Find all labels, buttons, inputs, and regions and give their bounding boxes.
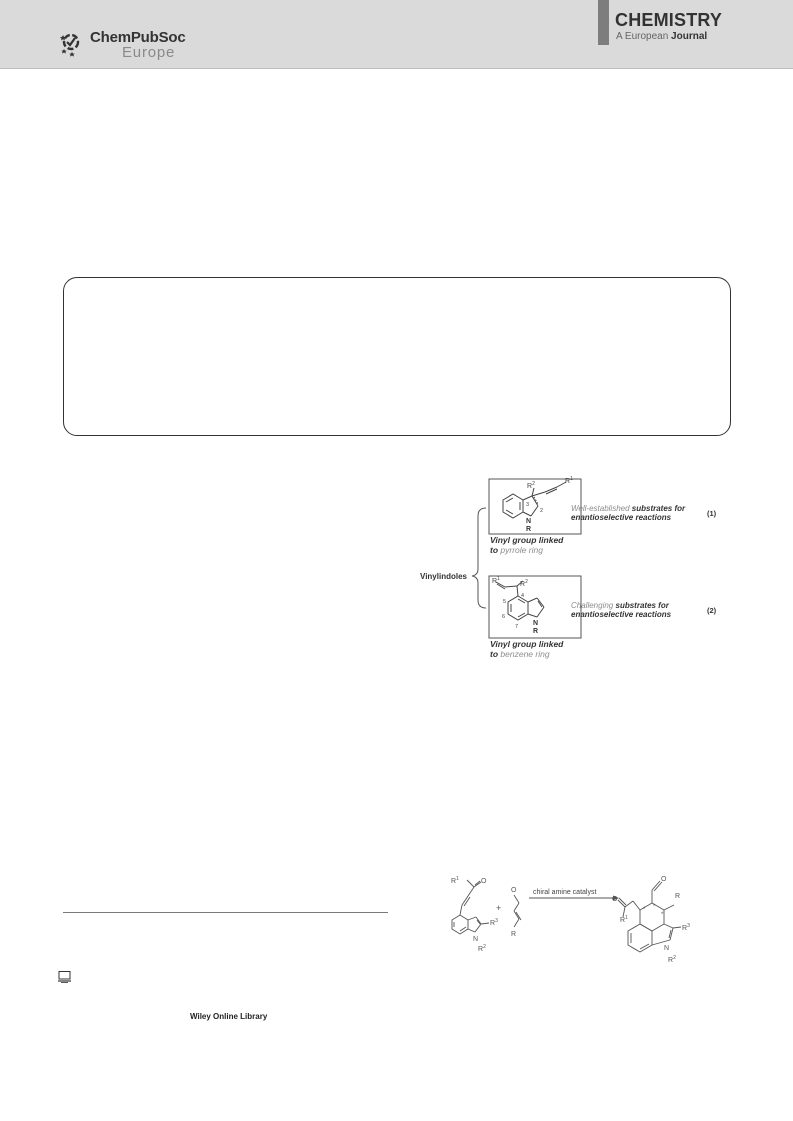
- reactant-1-structure: [452, 880, 489, 934]
- supporting-info-icon[interactable]: [58, 971, 72, 983]
- indole-3-vinyl-structure: [503, 482, 566, 518]
- stereocenter-mark: *: [643, 907, 646, 913]
- bottom-n-label: N: [533, 620, 539, 627]
- top-r1-label: $R^1$: [565, 476, 573, 485]
- reactant-1-nitrogen: N: [473, 936, 479, 943]
- top-position-3: 3: [526, 502, 530, 508]
- product-oxygen-aldehyde: O: [661, 876, 667, 883]
- journal-color-strip: [598, 0, 609, 45]
- journal-subtitle-bold: Journal: [671, 31, 708, 42]
- reaction-scheme: [440, 865, 755, 975]
- product-r2: $R^2$: [668, 955, 676, 964]
- top-n-label: N: [526, 518, 532, 525]
- product-oxygen-ketone: O: [612, 896, 618, 903]
- reactant-1-r1: $R^1$: [451, 876, 459, 885]
- stereocenter-mark: *: [653, 904, 656, 910]
- reactant-1-oxygen: O: [481, 878, 487, 885]
- bottom-r1-label: $R^1$: [492, 576, 500, 585]
- product-nitrogen: N: [664, 945, 670, 952]
- footnote-divider: [63, 912, 388, 913]
- reactant-1-r3: $R^3$: [490, 918, 498, 927]
- bottom-position-4: 4: [521, 593, 525, 599]
- bottom-r2-label: $R^2$: [520, 579, 528, 588]
- publisher-region: Europe: [122, 44, 176, 61]
- bottom-caption-line1: Vinyl group linked: [490, 639, 564, 649]
- reactant-2-structure: [514, 895, 521, 927]
- top-r2-label: $R^2$: [527, 481, 535, 490]
- chempubsoc-emblem-icon: [60, 27, 90, 57]
- equation-label-2: (2): [707, 606, 717, 615]
- vinylindoles-label: Vinylindoles: [420, 572, 467, 581]
- equation-label-1: (1): [707, 509, 717, 518]
- publisher-name: ChemPubSoc: [90, 29, 186, 46]
- top-n-r-label: R: [526, 526, 532, 533]
- product-r: R: [675, 893, 681, 900]
- bottom-n-r-label: R: [533, 628, 539, 635]
- top-position-2: 2: [540, 508, 544, 514]
- group-brace: [472, 508, 486, 608]
- top-description-line2: enantioselective reactions: [571, 513, 672, 522]
- stereocenter-mark: *: [661, 912, 664, 918]
- top-caption-line2: to pyrrole ring: [490, 545, 543, 555]
- bottom-position-7: 7: [515, 624, 519, 630]
- journal-title: CHEMISTRY: [615, 10, 723, 30]
- bottom-caption-line2: to benzene ring: [490, 649, 550, 659]
- top-description-line1: Well-established substrates for: [571, 504, 686, 513]
- bottom-position-6: 6: [502, 614, 506, 620]
- reactant-2-r: R: [511, 931, 517, 938]
- wiley-online-library-link[interactable]: Wiley Online Library: [190, 1012, 268, 1021]
- reactant-1-r2: $R^2$: [478, 944, 486, 953]
- plus-sign: +: [496, 903, 502, 913]
- reactant-2-oxygen: O: [511, 887, 517, 894]
- bottom-position-5: 5: [503, 599, 507, 605]
- product-r3: $R^3$: [682, 923, 690, 932]
- page-header: [0, 0, 793, 69]
- product-r1: $R^1$: [620, 915, 628, 924]
- publisher-logo: [60, 27, 220, 61]
- arrow-label: chiral amine catalyst: [533, 889, 597, 896]
- abstract-frame: [63, 277, 731, 436]
- bottom-description-line1: Challenging substrates for: [571, 601, 669, 610]
- journal-subtitle: [616, 31, 707, 42]
- top-caption-line1: Vinyl group linked: [490, 535, 564, 545]
- journal-logo: [598, 0, 793, 68]
- bottom-description-line2: enantioselective reactions: [571, 610, 672, 619]
- journal-subtitle-plain: A European: [616, 31, 669, 42]
- vinylindoles-figure: [420, 476, 740, 676]
